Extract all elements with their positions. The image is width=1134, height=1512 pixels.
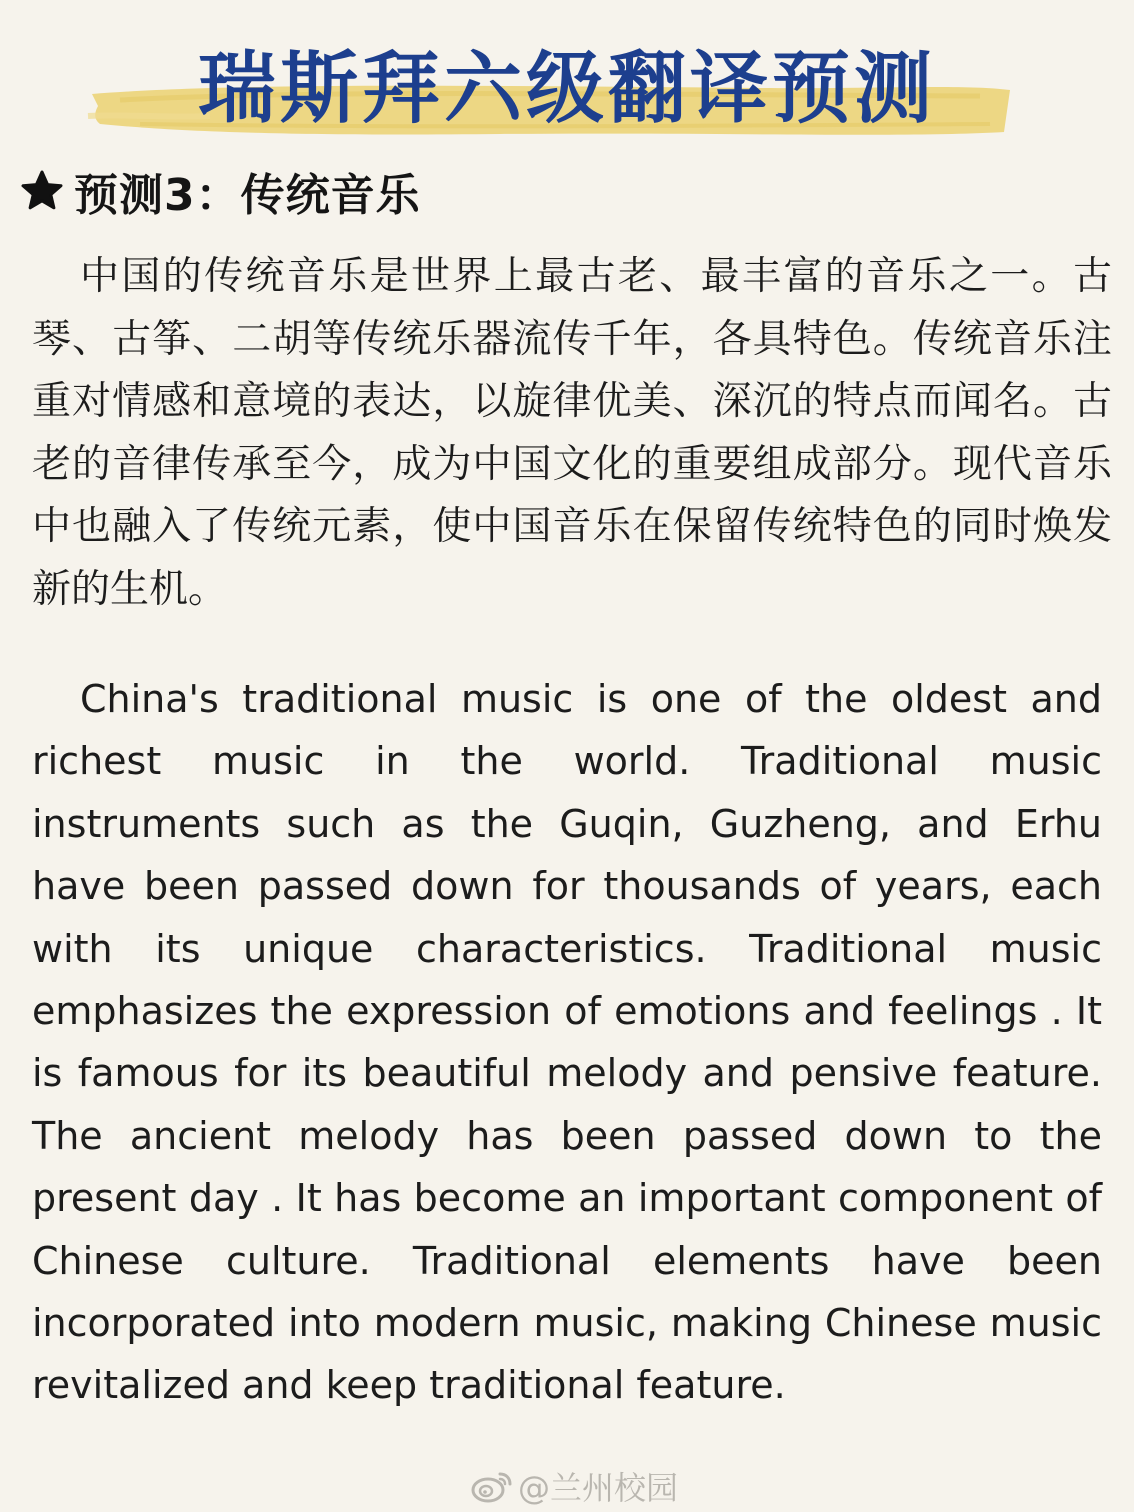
english-paragraph: China's traditional music is one of the oldest and richest music in the world. Traditional music instruments such as the Guqin, Guzheng, and Erhu have been passed down for thousands of years, each with its unique characteristics. Traditional music emphasizes the expression of emotions and feelings . It is famous for its beautiful melody and pensive feature. The ancient melody has been passed down to the present day . It has become an important component of Chinese culture. Traditional elements have been incorporated into modern music, making Chinese music revitalized and keep traditional feature.: [32, 677, 1102, 1408]
section-heading-text: 预测3：传统音乐: [74, 170, 421, 221]
watermark: [470, 1462, 678, 1510]
weibo-logo-icon: [470, 1468, 514, 1504]
title-banner: [0, 28, 1134, 140]
page-title: 瑞斯拜六级翻译预测: [197, 44, 936, 134]
star-icon: [20, 169, 64, 213]
watermark-text: @兰州校园: [518, 1469, 679, 1507]
chinese-paragraph: 中国的传统音乐是世界上最古老、最丰富的音乐之一。古琴、古筝、二胡等传统乐器流传千年，各具特色。传统音乐注重对情感和意境的表达，以旋律优美、深沉的特点而闻名。古老的音律传承至今，成为中国文化的重要组成部分。现代音乐中也融入了传统元素，使中国音乐在保留传统特色的同时焕发新的生机。: [32, 254, 1112, 612]
section-heading: [20, 158, 421, 224]
